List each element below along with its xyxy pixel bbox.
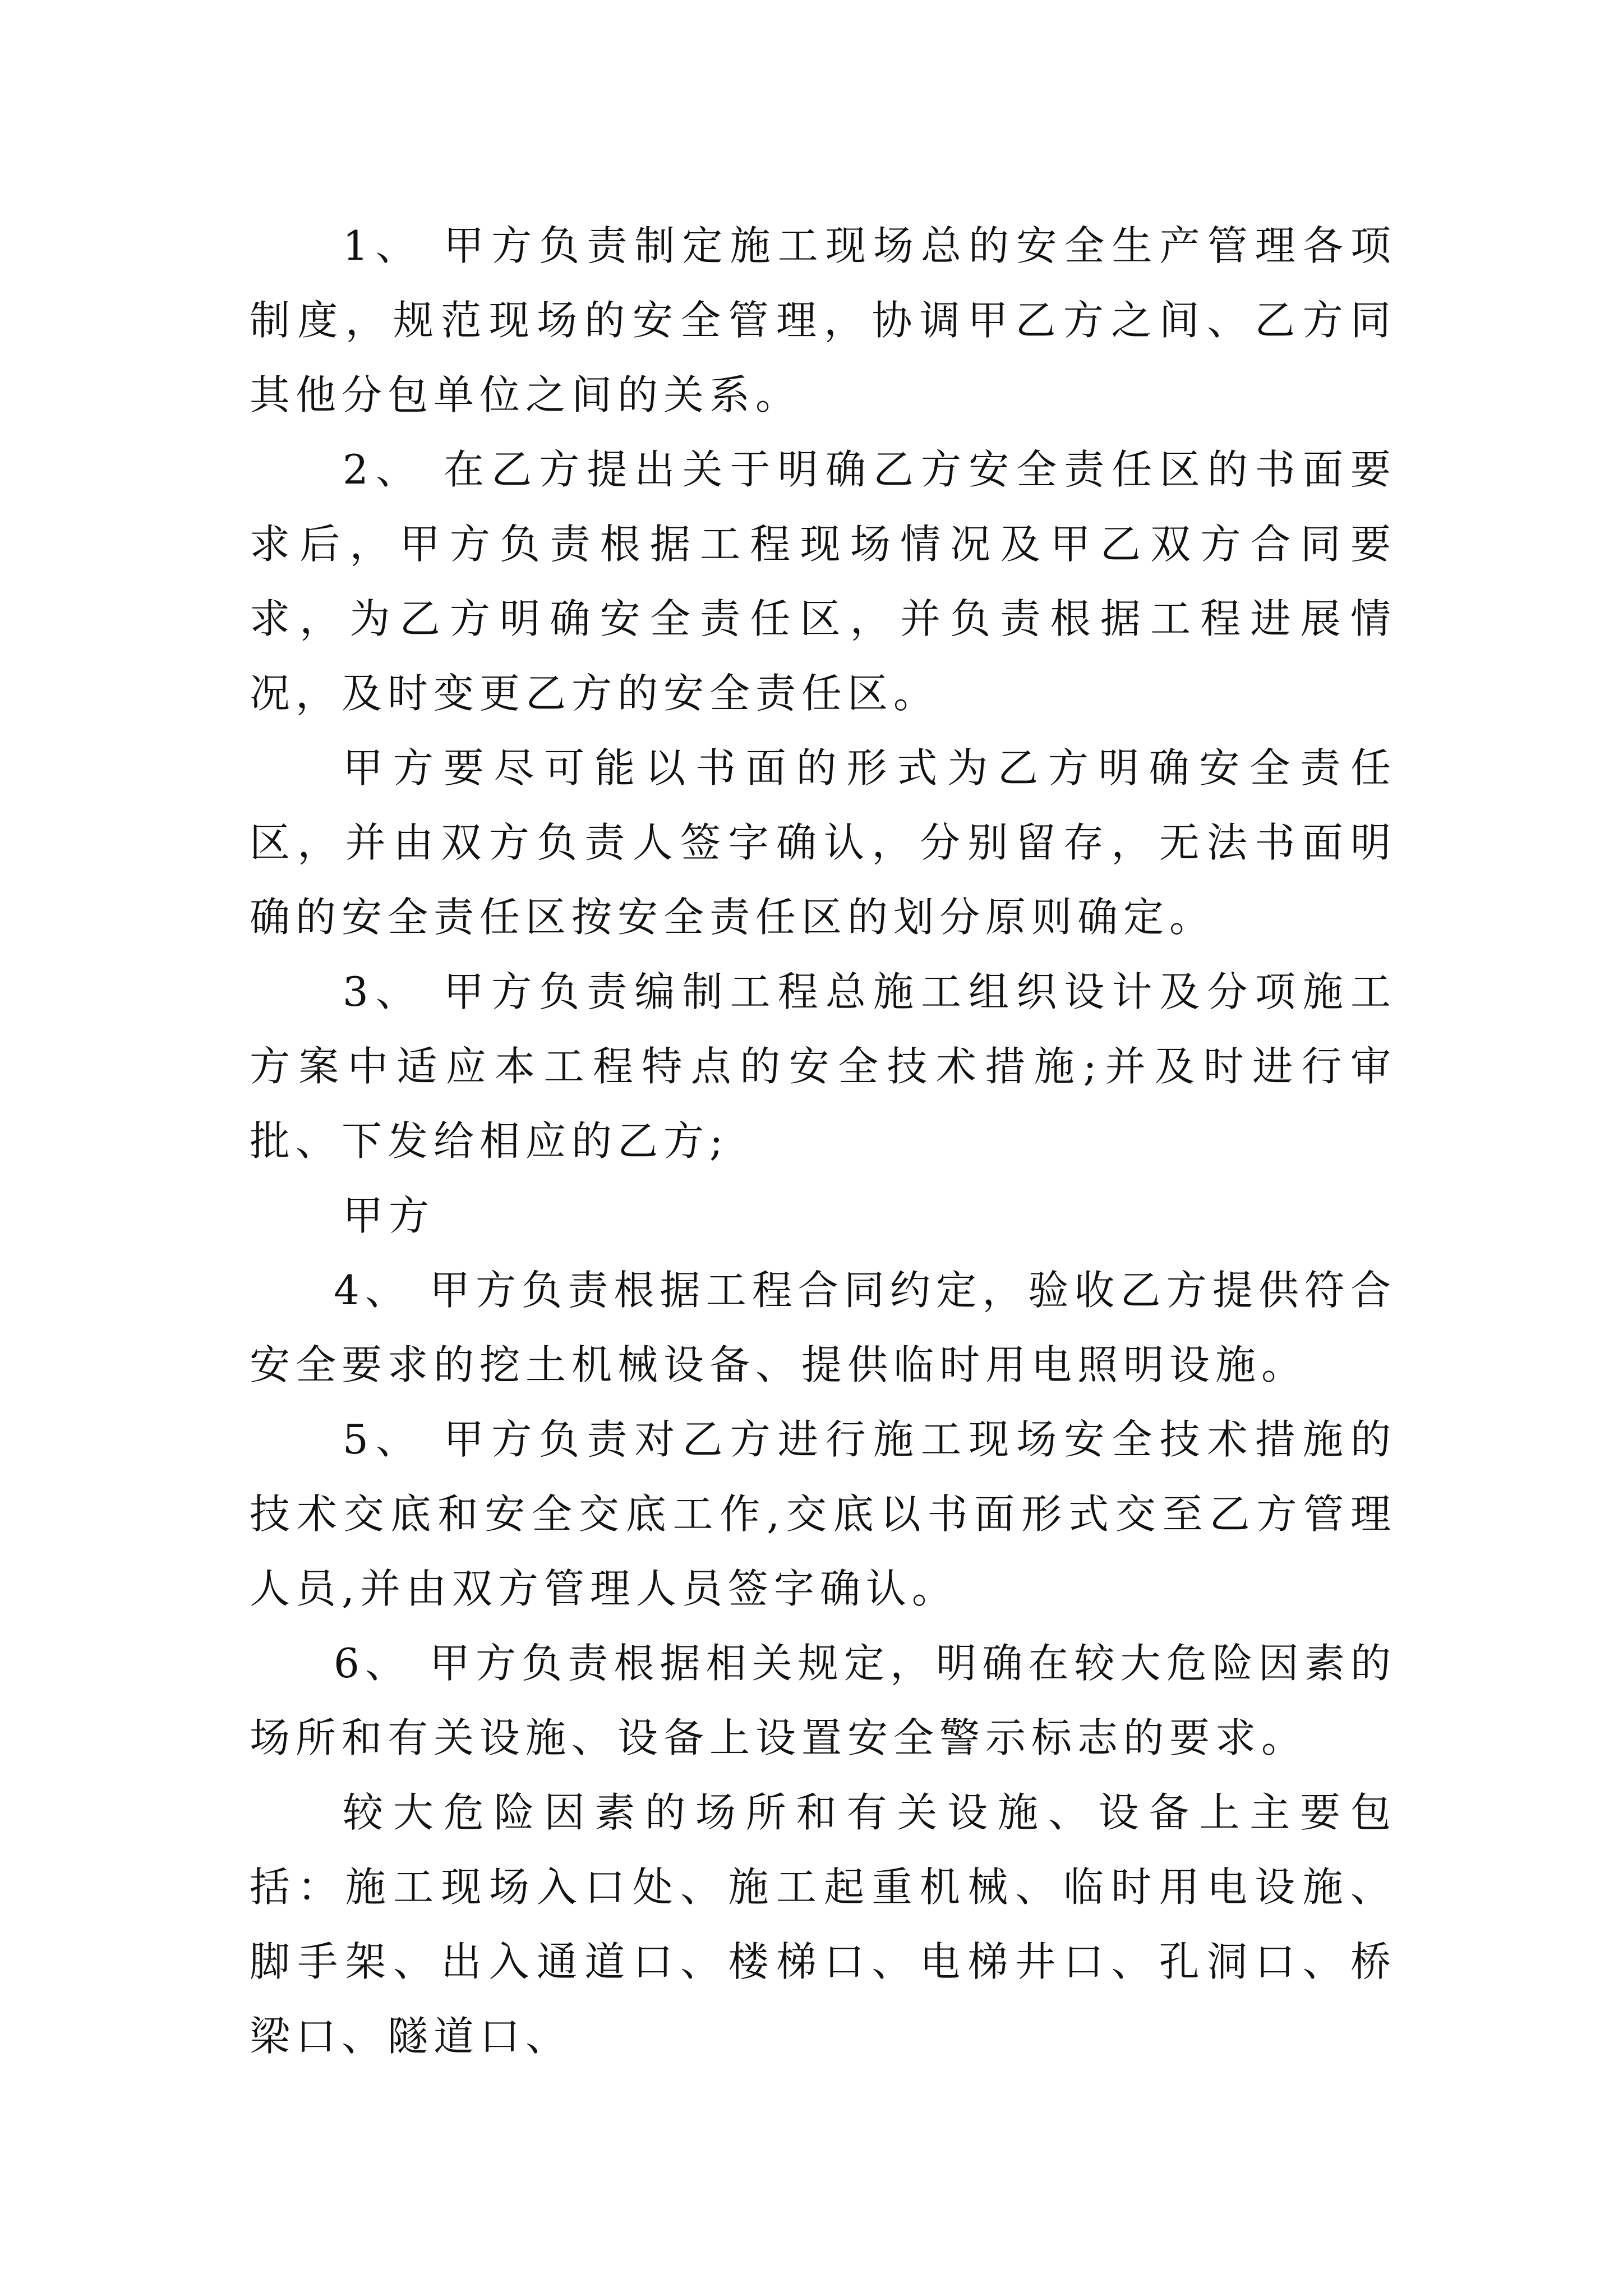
- paragraph-4: 3、 甲方负责编制工程总施工组织设计及分项施工方案中适应本工程特点的安全技术措施;并及时进行审批、下发给相应的乙方;: [250, 968, 1396, 1165]
- paragraph-9: 较大危险因素的场所和有关设施、设备上主要包括：施工现场入口处、施工起重机械、临时用电设施、脚手架、出入通道口、楼梯口、电梯井口、孔洞口、桥梁口、隧道口、: [250, 1789, 1396, 2060]
- paragraph-8: 6、 甲方负责根据相关规定，明确在较大危险因素的场所和有关设施、设备上设置安全警示标志的要求。: [250, 1640, 1396, 1761]
- document-body: [250, 209, 1396, 2074]
- paragraph-1: 1、 甲方负责制定施工现场总的安全生产管理各项制度，规范现场的安全管理，协调甲乙方之间、乙方同其他分包单位之间的关系。: [250, 222, 1396, 418]
- paragraph-5: 甲方: [343, 1192, 435, 1239]
- paragraph-6: 4、 甲方负责根据工程合同约定，验收乙方提供符合安全要求的挖土机械设备、提供临时用电照明设施。: [250, 1267, 1396, 1388]
- paragraph-3: 甲方要尽可能以书面的形式为乙方明确安全责任区，并由双方负责人签字确认，分别留存，无法书面明确的安全责任区按安全责任区的划分原则确定。: [250, 744, 1396, 941]
- paragraph-2: 2、 在乙方提出关于明确乙方安全责任区的书面要求后，甲方负责根据工程现场情况及甲乙双方合同要求，为乙方明确安全责任区，并负责根据工程进展情况，及时变更乙方的安全责任区。: [250, 446, 1396, 717]
- paragraph-7: 5、 甲方负责对乙方进行施工现场安全技术措施的技术交底和安全交底工作,交底以书面形式交至乙方管理人员,并由双方管理人员签字确认。: [250, 1416, 1396, 1612]
